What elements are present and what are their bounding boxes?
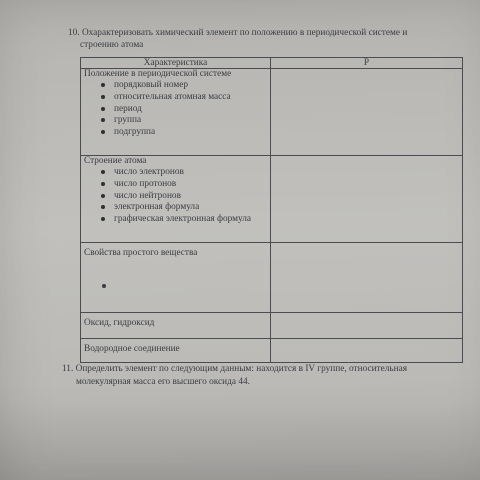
answer-cell[interactable] — [271, 339, 463, 363]
section-title: Водородное соединение — [84, 344, 180, 355]
question-11-text-continued: молекулярная масса его высшего оксида 44. — [76, 377, 250, 387]
row-label-cell — [81, 313, 271, 339]
characteristics-table — [80, 57, 463, 363]
list-item: относительная атомная масса — [84, 92, 267, 104]
table-row — [81, 313, 463, 339]
question-10-text: 10. Охарактеризовать химический элемент по положению в периодической системе и — [68, 28, 408, 38]
table-row — [81, 69, 463, 156]
header-element: P — [271, 58, 463, 69]
section-title: Оксид, гидроксид — [84, 318, 155, 329]
pen-mark-dot — [102, 284, 106, 288]
list-item: подгруппа — [84, 127, 267, 139]
item-list — [84, 167, 267, 225]
list-item: электронная формула — [84, 202, 267, 214]
list-item: период — [84, 104, 267, 116]
item-list — [84, 80, 267, 138]
list-item: число протонов — [84, 179, 267, 191]
table-row — [81, 339, 463, 363]
list-item: число электронов — [84, 167, 267, 179]
row-label-cell — [81, 339, 271, 363]
question-10-text-continued: строению атома — [80, 40, 144, 50]
table-row — [81, 243, 463, 313]
answer-cell[interactable] — [271, 313, 463, 339]
row-label-cell — [81, 69, 271, 156]
answer-cell[interactable] — [271, 156, 463, 243]
list-item: графическая электронная формула — [84, 214, 267, 226]
section-title: Свойства простого вещества — [84, 248, 198, 259]
list-item: группа — [84, 115, 267, 127]
table-header-row — [81, 58, 463, 69]
answer-cell[interactable] — [271, 69, 463, 156]
section-title: Положение в периодической системе — [84, 69, 232, 80]
list-item: порядковый номер — [84, 80, 267, 92]
table-row — [81, 156, 463, 243]
answer-cell[interactable] — [271, 243, 463, 313]
question-11-text: 11. Определить элемент по следующим данным: находится в IV группе, относительная — [62, 364, 407, 374]
header-characteristic: Характеристика — [81, 58, 271, 69]
list-item: число нейтронов — [84, 191, 267, 203]
row-label-cell — [81, 156, 271, 243]
section-title: Строение атома — [84, 156, 147, 167]
row-label-cell — [81, 243, 271, 313]
